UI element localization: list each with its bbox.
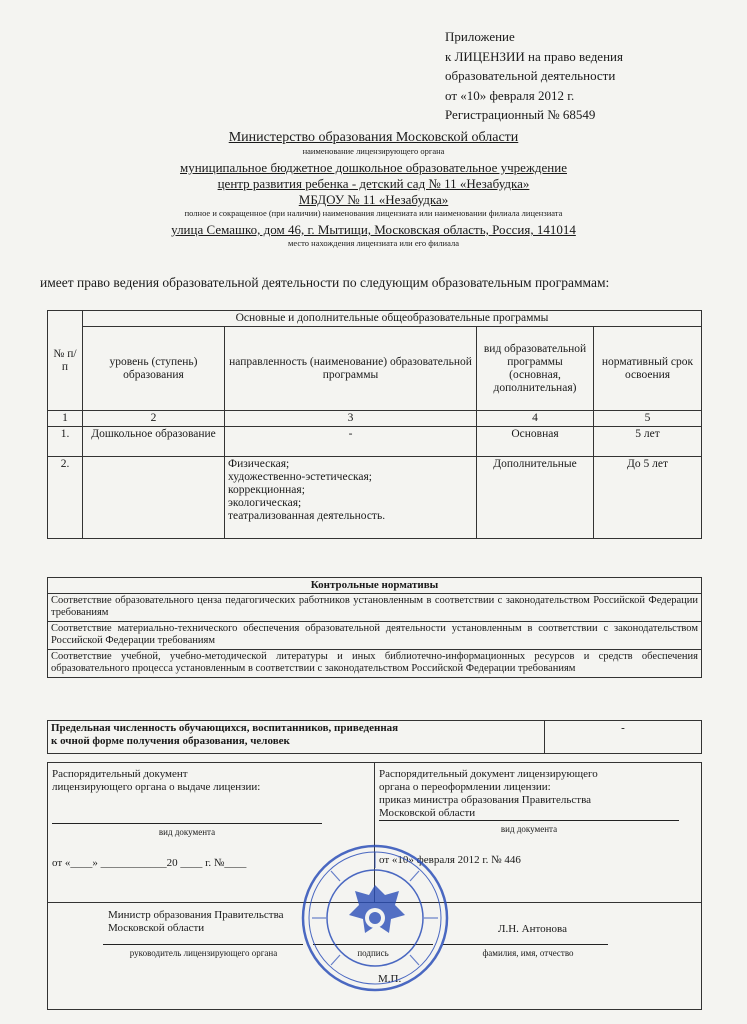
direction-line: Физическая; bbox=[228, 458, 290, 470]
table-row bbox=[48, 457, 702, 539]
col-num-header: № п/п bbox=[48, 311, 83, 411]
licensor-header bbox=[40, 130, 707, 249]
index-cell: 3 bbox=[225, 411, 477, 427]
doc-kind-caption: вид документа bbox=[500, 824, 558, 834]
control-item: Соответствие образовательного ценза педагогических работников установленным в соответствии с законодательством Российской Федерации требованиям bbox=[48, 593, 702, 621]
control-item: Соответствие материально-технического обеспечения образовательной деятельности установленным в соответствии с законодательством Российской Федерации требованиям bbox=[48, 621, 702, 649]
direction-line: художественно-эстетическая; bbox=[228, 471, 372, 483]
row-kind: Основная bbox=[477, 427, 594, 457]
col-kind-header: вид образовательной программы (основная, дополнительная) bbox=[477, 327, 594, 411]
row-term: До 5 лет bbox=[594, 457, 702, 539]
signer-name: Л.Н. Антонова bbox=[498, 923, 567, 935]
ministry-name: Министерство образования Московской области bbox=[228, 130, 519, 145]
left-doc-date: от «____» ____________20 ____ г. №____ bbox=[52, 857, 247, 869]
row-direction bbox=[225, 457, 477, 539]
intro-text: имеет право ведения образовательной деятельности по следующим образовательным программам: bbox=[40, 275, 610, 290]
control-norms-table bbox=[47, 577, 702, 678]
name-line bbox=[443, 943, 608, 945]
row-num: 2. bbox=[48, 457, 83, 539]
right-doc-title: органа о переоформлении лицензии: bbox=[379, 781, 551, 793]
index-cell: 1 bbox=[48, 411, 83, 427]
ministry-caption: наименование лицензирующего органа bbox=[302, 146, 445, 156]
appendix-line: Регистрационный № 68549 bbox=[445, 107, 596, 122]
appendix-line: образовательной деятельности bbox=[445, 68, 616, 83]
direction-line: коррекционная; bbox=[228, 484, 305, 496]
position-line bbox=[103, 943, 303, 945]
control-item: Соответствие учебной, учебно-методической литературы и иных библиотечно-информационных ресурсов и средств обеспечения образовательного процесса установленным в соответствии с законодательством Российской Федерации требованиям bbox=[48, 649, 702, 677]
org-name-line: муниципальное бюджетное дошкольное образовательное учреждение bbox=[180, 160, 567, 175]
signer-position-line: Московской области bbox=[108, 922, 205, 934]
position-caption: руководитель лицензирующего органа bbox=[129, 948, 278, 958]
col-direction-header: направленность (наименование) образовательной программы bbox=[225, 327, 477, 411]
left-doc-title: Распорядительный документ bbox=[52, 768, 188, 780]
org-caption: полное и сокращенное (при наличии) наименования лицензиата или наименовании филиала лицензиата bbox=[184, 208, 563, 218]
limit-label-line: к очной форме получения образования, человек bbox=[51, 735, 290, 747]
appendix-line: Приложение bbox=[445, 29, 515, 44]
address-caption: место нахождения лицензиата или его филиала bbox=[288, 238, 459, 248]
doc-kind-line bbox=[52, 822, 322, 824]
programs-group-header: Основные и дополнительные общеобразовательные программы bbox=[83, 311, 702, 327]
appendix-line: от «10» февраля 2012 г. bbox=[445, 87, 575, 103]
right-doc-title: Распорядительный документ лицензирующего bbox=[379, 768, 598, 780]
right-doc-kind: Московской области bbox=[379, 807, 679, 821]
seal-place-label: М.П. bbox=[378, 973, 402, 985]
limit-label-line: Предельная численность обучающихся, воспитанников, приведенная bbox=[51, 722, 399, 734]
enrollment-limit-table bbox=[47, 720, 702, 754]
right-doc-kind: приказ министра образования Правительства bbox=[379, 794, 592, 806]
signature-caption: подпись bbox=[357, 948, 389, 958]
index-cell: 2 bbox=[83, 411, 225, 427]
official-seal-icon bbox=[300, 843, 450, 993]
programs-table bbox=[47, 310, 702, 539]
table-row bbox=[48, 427, 702, 457]
row-direction: - bbox=[225, 427, 477, 457]
appendix-block bbox=[445, 27, 740, 125]
direction-line: театрализованная деятельность. bbox=[228, 510, 386, 522]
name-caption: фамилия, имя, отчество bbox=[482, 948, 574, 958]
org-short-name: МБДОУ № 11 «Незабудка» bbox=[298, 192, 449, 207]
limit-label bbox=[48, 721, 545, 754]
col-term-header: нормативный срок освоения bbox=[594, 327, 702, 411]
limit-value: - bbox=[545, 721, 702, 754]
appendix-line: к ЛИЦЕНЗИИ на право ведения bbox=[445, 48, 623, 64]
row-num: 1. bbox=[48, 427, 83, 457]
org-name-line: центр развития ребенка - детский сад № 11 «Незабудка» bbox=[217, 176, 530, 191]
control-title: Контрольные нормативы bbox=[48, 578, 702, 594]
col-level-header: уровень (ступень) образования bbox=[83, 327, 225, 411]
right-doc-date: от «10» февраля 2012 г. № 446 bbox=[379, 854, 521, 866]
index-cell: 4 bbox=[477, 411, 594, 427]
signer-position-line: Министр образования Правительства bbox=[108, 909, 284, 921]
row-level: Дошкольное образование bbox=[83, 427, 225, 457]
doc-kind-caption: вид документа bbox=[158, 827, 216, 837]
index-cell: 5 bbox=[594, 411, 702, 427]
row-kind: Дополнительные bbox=[477, 457, 594, 539]
left-doc-title: лицензирующего органа о выдаче лицензии: bbox=[52, 781, 261, 793]
row-term: 5 лет bbox=[594, 427, 702, 457]
direction-line: экологическая; bbox=[228, 497, 302, 509]
row-level bbox=[83, 457, 225, 539]
org-address: улица Семашко, дом 46, г. Мытищи, Московская область, Россия, 141014 bbox=[171, 222, 576, 237]
